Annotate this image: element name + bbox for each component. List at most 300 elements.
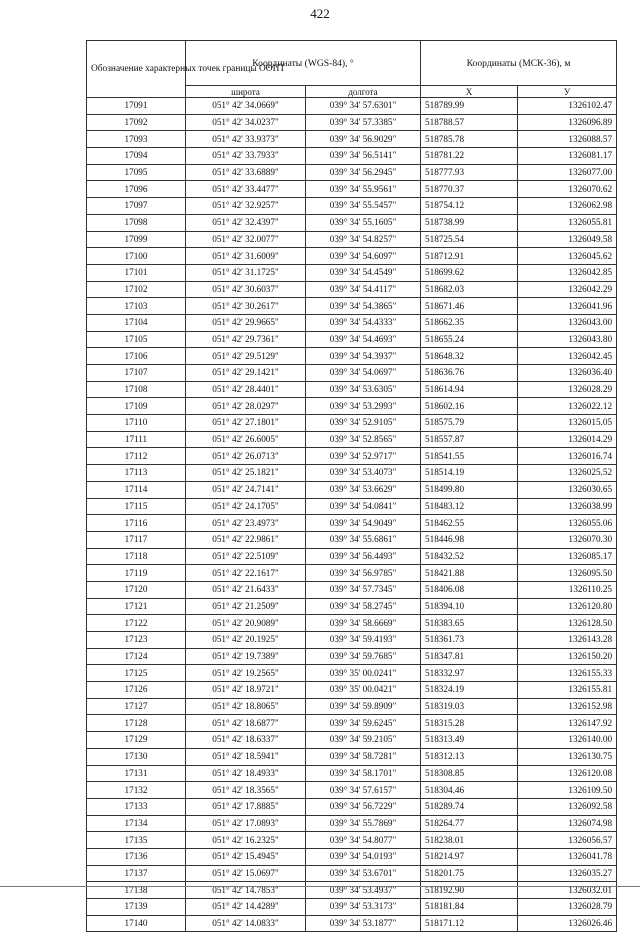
point-id-cell: 17100 (87, 248, 186, 265)
x-cell: 518171.12 (421, 915, 518, 932)
point-id-cell: 17103 (87, 298, 186, 315)
table-row (87, 231, 617, 248)
table-row (87, 715, 617, 732)
table-row (87, 381, 617, 398)
latitude-cell: 051° 42' 33.4477" (186, 181, 306, 198)
longitude-cell: 039° 34' 53.6305" (306, 381, 421, 398)
x-cell: 518394.10 (421, 598, 518, 615)
y-cell: 1326062.98 (518, 198, 617, 215)
latitude-cell: 051° 42' 26.0713" (186, 448, 306, 465)
x-cell: 518785.78 (421, 131, 518, 148)
y-cell: 1326128.50 (518, 615, 617, 632)
longitude-cell: 039° 34' 53.6629" (306, 481, 421, 498)
point-id-cell: 17092 (87, 114, 186, 131)
point-id-cell: 17107 (87, 365, 186, 382)
y-cell: 1326070.62 (518, 181, 617, 198)
longitude-cell: 039° 34' 55.1605" (306, 214, 421, 231)
x-cell: 518788.57 (421, 114, 518, 131)
latitude-cell: 051° 42' 18.9721" (186, 682, 306, 699)
x-cell: 518575.79 (421, 415, 518, 432)
point-id-cell: 17129 (87, 732, 186, 749)
y-cell: 1326032.01 (518, 882, 617, 899)
longitude-cell: 039° 34' 59.6245" (306, 715, 421, 732)
longitude-cell: 039° 34' 53.4937" (306, 882, 421, 899)
table-row (87, 598, 617, 615)
x-cell: 518781.22 (421, 148, 518, 165)
point-id-cell: 17122 (87, 615, 186, 632)
table-row (87, 114, 617, 131)
table-row (87, 431, 617, 448)
longitude-cell: 039° 34' 55.7869" (306, 815, 421, 832)
x-cell: 518770.37 (421, 181, 518, 198)
point-id-cell: 17102 (87, 281, 186, 298)
longitude-cell: 039° 34' 54.3865" (306, 298, 421, 315)
table-row (87, 348, 617, 365)
point-id-cell: 17114 (87, 481, 186, 498)
x-cell: 518308.85 (421, 765, 518, 782)
boundary-points-table (86, 40, 617, 932)
point-id-cell: 17121 (87, 598, 186, 615)
latitude-cell: 051° 42' 24.7141" (186, 481, 306, 498)
table-row (87, 665, 617, 682)
table-row (87, 698, 617, 715)
y-cell: 1326143.28 (518, 632, 617, 649)
longitude-cell: 039° 35' 00.0421" (306, 682, 421, 699)
point-id-cell: 17097 (87, 198, 186, 215)
x-cell: 518602.16 (421, 398, 518, 415)
y-cell: 1326043.00 (518, 314, 617, 331)
latitude-cell: 051° 42' 15.0697" (186, 865, 306, 882)
table-row (87, 732, 617, 749)
y-cell: 1326150.20 (518, 648, 617, 665)
point-id-cell: 17126 (87, 682, 186, 699)
latitude-cell: 051° 42' 18.4933" (186, 765, 306, 782)
point-id-cell: 17106 (87, 348, 186, 365)
latitude-cell: 051° 42' 19.2565" (186, 665, 306, 682)
x-cell: 518725.54 (421, 231, 518, 248)
y-cell: 1326026.46 (518, 915, 617, 932)
point-id-cell: 17113 (87, 465, 186, 482)
latitude-cell: 051° 42' 28.4401" (186, 381, 306, 398)
latitude-cell: 051° 42' 22.5109" (186, 548, 306, 565)
point-id-cell: 17094 (87, 148, 186, 165)
table-row (87, 481, 617, 498)
longitude-cell: 039° 34' 54.4117" (306, 281, 421, 298)
latitude-cell: 051° 42' 28.0297" (186, 398, 306, 415)
point-id-cell: 17096 (87, 181, 186, 198)
y-cell: 1326038.99 (518, 498, 617, 515)
y-cell: 1326036.40 (518, 365, 617, 382)
latitude-cell: 051° 42' 18.6877" (186, 715, 306, 732)
x-cell: 518313.49 (421, 732, 518, 749)
table-row (87, 98, 617, 115)
x-cell: 518264.77 (421, 815, 518, 832)
y-cell: 1326045.62 (518, 248, 617, 265)
y-cell: 1326042.85 (518, 264, 617, 281)
table-row (87, 815, 617, 832)
longitude-cell: 039° 34' 56.5141" (306, 148, 421, 165)
latitude-cell: 051° 42' 18.3565" (186, 782, 306, 799)
table-row (87, 632, 617, 649)
point-id-cell: 17093 (87, 131, 186, 148)
x-cell: 518499.80 (421, 481, 518, 498)
point-id-cell: 17140 (87, 915, 186, 932)
table-row (87, 198, 617, 215)
y-cell: 1326110.25 (518, 581, 617, 598)
table-row (87, 398, 617, 415)
latitude-cell: 051° 42' 31.1725" (186, 264, 306, 281)
x-cell: 518462.55 (421, 515, 518, 532)
table-row (87, 915, 617, 932)
point-id-cell: 17116 (87, 515, 186, 532)
latitude-cell: 051° 42' 33.9373" (186, 131, 306, 148)
x-cell: 518315.28 (421, 715, 518, 732)
table-row (87, 264, 617, 281)
latitude-cell: 051° 42' 18.5941" (186, 748, 306, 765)
table-row (87, 465, 617, 482)
y-cell: 1326056.57 (518, 832, 617, 849)
point-id-cell: 17134 (87, 815, 186, 832)
latitude-cell: 051° 42' 14.0833" (186, 915, 306, 932)
table-row (87, 565, 617, 582)
point-id-cell: 17127 (87, 698, 186, 715)
longitude-cell: 039° 34' 54.8077" (306, 832, 421, 849)
y-cell: 1326041.78 (518, 848, 617, 865)
longitude-cell: 039° 34' 58.7281" (306, 748, 421, 765)
latitude-cell: 051° 42' 30.6037" (186, 281, 306, 298)
x-cell: 518699.62 (421, 264, 518, 281)
y-cell: 1326155.33 (518, 665, 617, 682)
table-row (87, 314, 617, 331)
y-cell: 1326049.58 (518, 231, 617, 248)
point-id-cell: 17091 (87, 98, 186, 115)
longitude-cell: 039° 34' 59.7685" (306, 648, 421, 665)
latitude-cell: 051° 42' 21.6433" (186, 581, 306, 598)
page-number: 422 (310, 6, 330, 21)
latitude-cell: 051° 42' 14.4289" (186, 899, 306, 916)
longitude-cell: 039° 34' 55.6861" (306, 531, 421, 548)
point-id-cell: 17095 (87, 164, 186, 181)
latitude-cell: 051° 42' 34.0237" (186, 114, 306, 131)
longitude-cell: 039° 35' 00.0241" (306, 665, 421, 682)
x-cell: 518777.93 (421, 164, 518, 181)
y-cell: 1326014.29 (518, 431, 617, 448)
y-cell: 1326081.17 (518, 148, 617, 165)
longitude-cell: 039° 34' 55.9561" (306, 181, 421, 198)
table-row (87, 581, 617, 598)
table-row (87, 415, 617, 432)
point-id-cell: 17135 (87, 832, 186, 849)
longitude-cell: 039° 34' 53.3173" (306, 899, 421, 916)
x-cell: 518214.97 (421, 848, 518, 865)
x-cell: 518738.99 (421, 214, 518, 231)
table-row (87, 782, 617, 799)
table-row (87, 214, 617, 231)
point-id-cell: 17138 (87, 882, 186, 899)
table-row (87, 765, 617, 782)
longitude-cell: 039° 34' 56.9785" (306, 565, 421, 582)
x-cell: 518332.97 (421, 665, 518, 682)
x-cell: 518383.65 (421, 615, 518, 632)
y-cell: 1326092.58 (518, 798, 617, 815)
y-cell: 1326120.80 (518, 598, 617, 615)
latitude-cell: 051° 42' 32.0077" (186, 231, 306, 248)
y-cell: 1326147.92 (518, 715, 617, 732)
latitude-cell: 051° 42' 23.4973" (186, 515, 306, 532)
longitude-cell: 039° 34' 54.3937" (306, 348, 421, 365)
y-cell: 1326096.89 (518, 114, 617, 131)
longitude-cell: 039° 34' 57.3385" (306, 114, 421, 131)
point-id-cell: 17119 (87, 565, 186, 582)
longitude-cell: 039° 34' 57.6301" (306, 98, 421, 115)
table-row (87, 865, 617, 882)
x-cell: 518319.03 (421, 698, 518, 715)
y-cell: 1326043.80 (518, 331, 617, 348)
table-row (87, 882, 617, 899)
latitude-cell: 051° 42' 29.7361" (186, 331, 306, 348)
y-cell: 1326055.81 (518, 214, 617, 231)
x-cell: 518181.84 (421, 899, 518, 916)
y-cell: 1326042.29 (518, 281, 617, 298)
x-cell: 518514.19 (421, 465, 518, 482)
table-row (87, 148, 617, 165)
latitude-cell: 051° 42' 25.1821" (186, 465, 306, 482)
point-id-cell: 17111 (87, 431, 186, 448)
point-id-cell: 17132 (87, 782, 186, 799)
point-id-cell: 17130 (87, 748, 186, 765)
point-id-cell: 17110 (87, 415, 186, 432)
table-row (87, 682, 617, 699)
latitude-cell: 051° 42' 26.6005" (186, 431, 306, 448)
latitude-cell: 051° 42' 20.9089" (186, 615, 306, 632)
latitude-cell: 051° 42' 27.1801" (186, 415, 306, 432)
longitude-cell: 039° 34' 59.4193" (306, 632, 421, 649)
latitude-cell: 051° 42' 30.2617" (186, 298, 306, 315)
longitude-cell: 039° 34' 52.8565" (306, 431, 421, 448)
x-cell: 518312.13 (421, 748, 518, 765)
x-cell: 518655.24 (421, 331, 518, 348)
x-cell: 518662.35 (421, 314, 518, 331)
longitude-cell: 039° 34' 53.2993" (306, 398, 421, 415)
latitude-cell: 051° 42' 17.8885" (186, 798, 306, 815)
longitude-cell: 039° 34' 59.2105" (306, 732, 421, 749)
point-id-cell: 17136 (87, 848, 186, 865)
point-id-cell: 17099 (87, 231, 186, 248)
longitude-cell: 039° 34' 54.6097" (306, 248, 421, 265)
y-cell: 1326120.08 (518, 765, 617, 782)
header-longitude: долгота (306, 86, 421, 98)
longitude-cell: 039° 34' 57.7345" (306, 581, 421, 598)
latitude-cell: 051° 42' 14.7853" (186, 882, 306, 899)
x-cell: 518432.52 (421, 548, 518, 565)
table-row (87, 298, 617, 315)
table-row (87, 648, 617, 665)
longitude-cell: 039° 34' 54.4333" (306, 314, 421, 331)
longitude-cell: 039° 34' 52.9717" (306, 448, 421, 465)
longitude-cell: 039° 34' 54.0841" (306, 498, 421, 515)
table-row (87, 131, 617, 148)
latitude-cell: 051° 42' 15.4945" (186, 848, 306, 865)
x-cell: 518712.91 (421, 248, 518, 265)
x-cell: 518682.03 (421, 281, 518, 298)
longitude-cell: 039° 34' 54.9049" (306, 515, 421, 532)
longitude-cell: 039° 34' 54.8257" (306, 231, 421, 248)
y-cell: 1326102.47 (518, 98, 617, 115)
longitude-cell: 039° 34' 53.6701" (306, 865, 421, 882)
point-id-cell: 17131 (87, 765, 186, 782)
table-row (87, 448, 617, 465)
latitude-cell: 051° 42' 31.6009" (186, 248, 306, 265)
longitude-cell: 039° 34' 55.5457" (306, 198, 421, 215)
longitude-cell: 039° 34' 54.4549" (306, 264, 421, 281)
header-y: У (518, 86, 617, 98)
point-id-cell: 17139 (87, 899, 186, 916)
latitude-cell: 051° 42' 19.7389" (186, 648, 306, 665)
point-id-cell: 17123 (87, 632, 186, 649)
y-cell: 1326055.06 (518, 515, 617, 532)
y-cell: 1326088.57 (518, 131, 617, 148)
point-id-cell: 17115 (87, 498, 186, 515)
x-cell: 518238.01 (421, 832, 518, 849)
y-cell: 1326095.50 (518, 565, 617, 582)
longitude-cell: 039° 34' 56.4493" (306, 548, 421, 565)
longitude-cell: 039° 34' 54.0193" (306, 848, 421, 865)
table-row (87, 365, 617, 382)
header-x: X (421, 86, 518, 98)
table-row (87, 181, 617, 198)
y-cell: 1326022.12 (518, 398, 617, 415)
table-row (87, 832, 617, 849)
longitude-cell: 039° 34' 56.7229" (306, 798, 421, 815)
latitude-cell: 051° 42' 32.4397" (186, 214, 306, 231)
y-cell: 1326130.75 (518, 748, 617, 765)
x-cell: 518201.75 (421, 865, 518, 882)
table-row (87, 899, 617, 916)
y-cell: 1326109.50 (518, 782, 617, 799)
y-cell: 1326070.30 (518, 531, 617, 548)
point-id-cell: 17098 (87, 214, 186, 231)
latitude-cell: 051° 42' 32.9257" (186, 198, 306, 215)
longitude-cell: 039° 34' 58.6669" (306, 615, 421, 632)
point-id-cell: 17112 (87, 448, 186, 465)
latitude-cell: 051° 42' 16.2325" (186, 832, 306, 849)
y-cell: 1326077.00 (518, 164, 617, 181)
header-latitude: широта (186, 86, 306, 98)
point-id-cell: 17101 (87, 264, 186, 281)
point-id-cell: 17124 (87, 648, 186, 665)
longitude-cell: 039° 34' 56.9029" (306, 131, 421, 148)
x-cell: 518671.46 (421, 298, 518, 315)
point-id-cell: 17109 (87, 398, 186, 415)
x-cell: 518347.81 (421, 648, 518, 665)
latitude-cell: 051° 42' 22.9861" (186, 531, 306, 548)
bottom-divider (0, 886, 640, 887)
y-cell: 1326074.98 (518, 815, 617, 832)
header-wgs-coordinates: Координаты (WGS-84), ° (186, 41, 421, 86)
longitude-cell: 039° 34' 54.0697" (306, 365, 421, 382)
latitude-cell: 051° 42' 29.5129" (186, 348, 306, 365)
y-cell: 1326041.96 (518, 298, 617, 315)
longitude-cell: 039° 34' 57.6157" (306, 782, 421, 799)
x-cell: 518648.32 (421, 348, 518, 365)
latitude-cell: 051° 42' 21.2509" (186, 598, 306, 615)
latitude-cell: 051° 42' 18.6337" (186, 732, 306, 749)
table-row (87, 848, 617, 865)
latitude-cell: 051° 42' 22.1617" (186, 565, 306, 582)
table-row (87, 164, 617, 181)
table-row (87, 281, 617, 298)
longitude-cell: 039° 34' 53.4073" (306, 465, 421, 482)
y-cell: 1326030.65 (518, 481, 617, 498)
y-cell: 1326015.05 (518, 415, 617, 432)
y-cell: 1326152.98 (518, 698, 617, 715)
point-id-cell: 17105 (87, 331, 186, 348)
point-id-cell: 17128 (87, 715, 186, 732)
longitude-cell: 039° 34' 58.2745" (306, 598, 421, 615)
y-cell: 1326016.74 (518, 448, 617, 465)
x-cell: 518289.74 (421, 798, 518, 815)
table-row (87, 615, 617, 632)
table-row (87, 798, 617, 815)
table-row (87, 331, 617, 348)
longitude-cell: 039° 34' 53.1877" (306, 915, 421, 932)
x-cell: 518557.87 (421, 431, 518, 448)
point-id-cell: 17117 (87, 531, 186, 548)
x-cell: 518361.73 (421, 632, 518, 649)
y-cell: 1326035.27 (518, 865, 617, 882)
latitude-cell: 051° 42' 33.6889" (186, 164, 306, 181)
table-row (87, 548, 617, 565)
longitude-cell: 039° 34' 59.8909" (306, 698, 421, 715)
point-id-cell: 17133 (87, 798, 186, 815)
x-cell: 518406.08 (421, 581, 518, 598)
x-cell: 518754.12 (421, 198, 518, 215)
latitude-cell: 051° 42' 34.0669" (186, 98, 306, 115)
table-row (87, 515, 617, 532)
latitude-cell: 051° 42' 20.1925" (186, 632, 306, 649)
latitude-cell: 051° 42' 29.9665" (186, 314, 306, 331)
table-row (87, 531, 617, 548)
point-id-cell: 17137 (87, 865, 186, 882)
x-cell: 518636.76 (421, 365, 518, 382)
x-cell: 518483.12 (421, 498, 518, 515)
y-cell: 1326085.17 (518, 548, 617, 565)
latitude-cell: 051° 42' 29.1421" (186, 365, 306, 382)
y-cell: 1326140.00 (518, 732, 617, 749)
x-cell: 518192.90 (421, 882, 518, 899)
latitude-cell: 051° 42' 24.1705" (186, 498, 306, 515)
latitude-cell: 051° 42' 17.0893" (186, 815, 306, 832)
point-id-cell: 17118 (87, 548, 186, 565)
y-cell: 1326028.79 (518, 899, 617, 916)
point-id-cell: 17120 (87, 581, 186, 598)
longitude-cell: 039° 34' 56.2945" (306, 164, 421, 181)
longitude-cell: 039° 34' 54.4693" (306, 331, 421, 348)
longitude-cell: 039° 34' 52.9105" (306, 415, 421, 432)
x-cell: 518446.98 (421, 531, 518, 548)
table-row (87, 748, 617, 765)
latitude-cell: 051° 42' 18.8065" (186, 698, 306, 715)
point-id-cell: 17104 (87, 314, 186, 331)
header-msk-coordinates: Координаты (МСК-36), м (421, 41, 617, 86)
y-cell: 1326028.29 (518, 381, 617, 398)
latitude-cell: 051° 42' 33.7933" (186, 148, 306, 165)
y-cell: 1326025.52 (518, 465, 617, 482)
x-cell: 518304.46 (421, 782, 518, 799)
x-cell: 518789.99 (421, 98, 518, 115)
point-id-cell: 17108 (87, 381, 186, 398)
x-cell: 518421.88 (421, 565, 518, 582)
